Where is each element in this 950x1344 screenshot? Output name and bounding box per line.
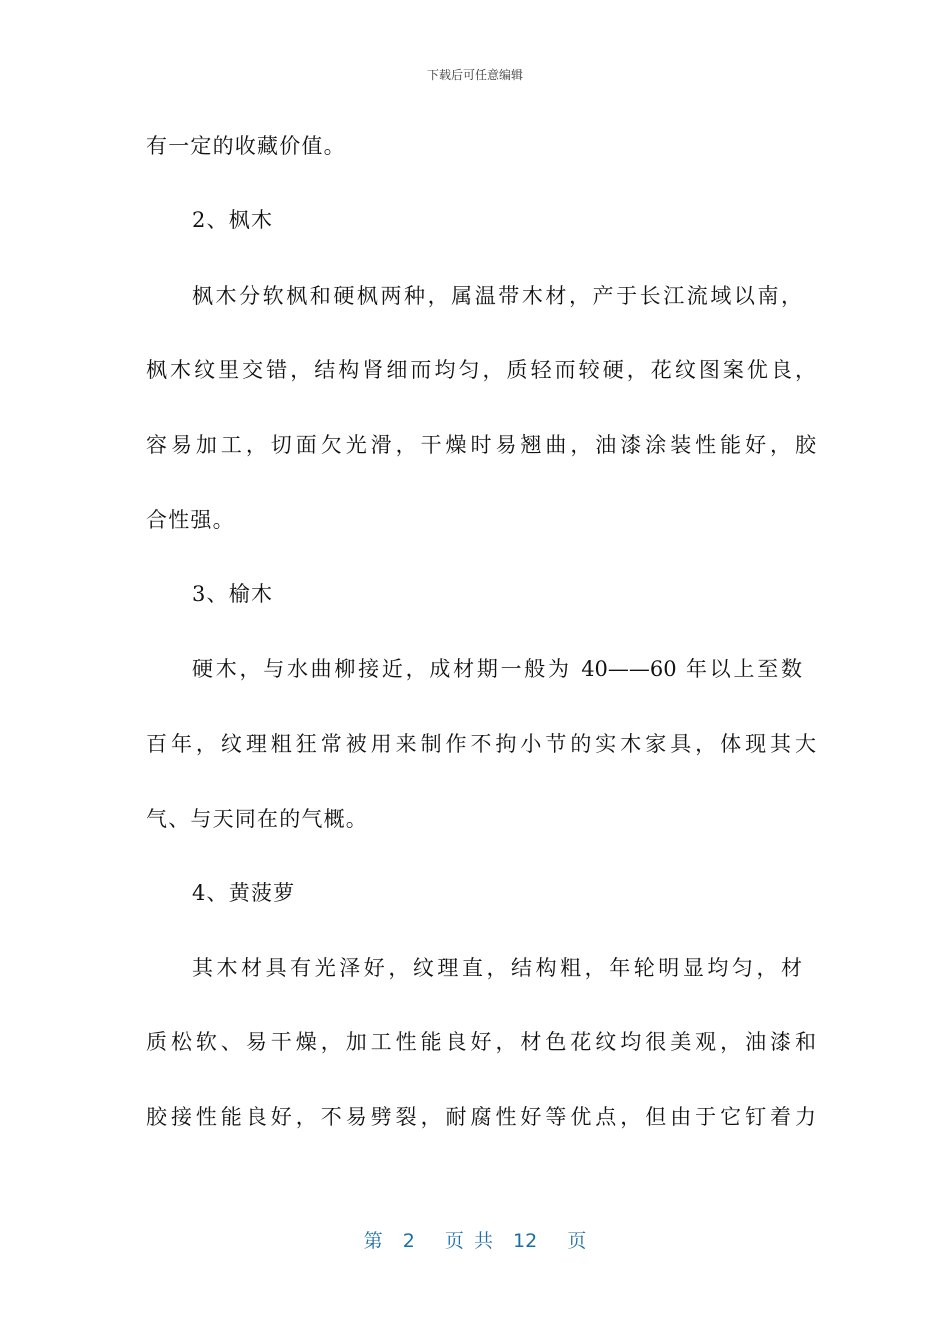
section-heading: 4、黄菠萝 [192,881,296,905]
text-line: 百年，纹理粗狂常被用来制作不拘小节的实木家具，体现其大 [146,732,816,756]
text-line: 质松软、易干燥，加工性能良好，材色花纹均很美观，油漆和 [146,1030,816,1054]
text-line: 合性强。 [146,508,235,532]
section-heading: 3、榆木 [192,582,274,606]
text-line: 有一定的收藏价值。 [146,134,346,158]
text-line: 气、与天同在的气概。 [146,807,368,831]
section-heading: 2、枫木 [192,208,274,232]
page-number-label: 第 2 页 共 12 页 [363,1230,587,1252]
page-number-footer [0,1226,950,1253]
text-line: 硬木，与水曲柳接近，成材期一般为 40——60 年以上至数 [192,657,802,681]
text-line: 枫木分软枫和硬枫两种，属温带木材，产于长江流域以南， [192,284,802,308]
text-line: 其木材具有光泽好，纹理直，结构粗，年轮明显均匀，材 [192,956,802,980]
text-line: 胶接性能良好，不易劈裂，耐腐性好等优点，但由于它钉着力 [146,1105,816,1129]
text-line: 容易加工，切面欠光滑，干燥时易翘曲，油漆涂装性能好，胶 [146,433,816,457]
text-line: 枫木纹里交错，结构肾细而均匀，质轻而较硬，花纹图案优良， [146,358,816,382]
header-note: 下载后可任意编辑 [426,68,523,82]
